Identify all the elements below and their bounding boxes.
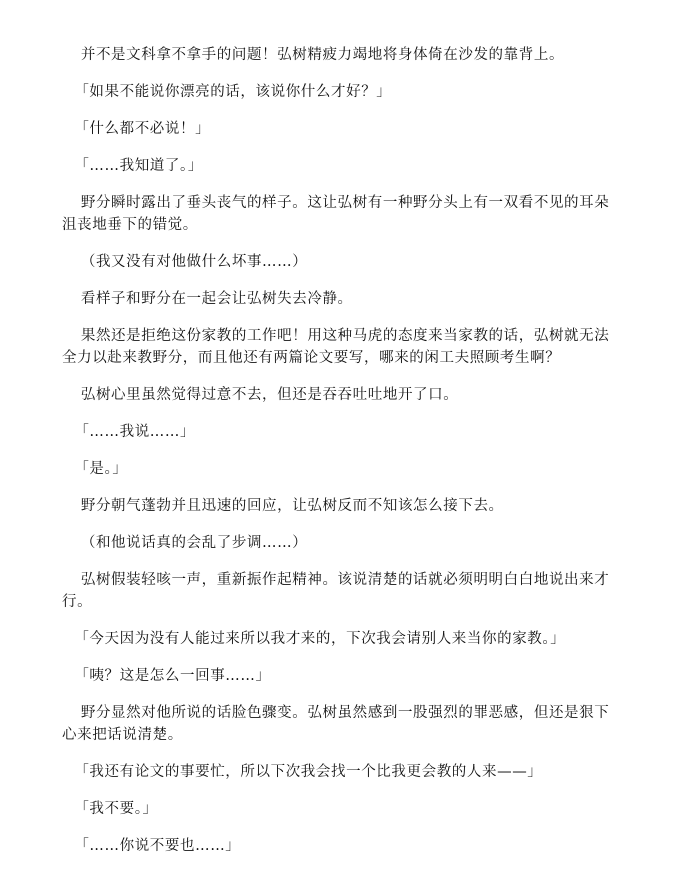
paragraph-quote: 「……我说……」 bbox=[74, 424, 196, 440]
paragraph-quote: 「是。」 bbox=[74, 461, 128, 477]
paragraph-narration: 弘树心里虽然觉得过意不去，但还是吞吞吐吐地开了口。 bbox=[80, 387, 459, 403]
paragraph-quote: 「咦？这是怎么一回事……」 bbox=[74, 668, 271, 684]
paragraph-quote: 「如果不能说你漂亮的话，该说你什么才好？」 bbox=[74, 84, 392, 100]
paragraph-quote: 「我还有论文的事要忙，所以下次我会找一个比我更会教的人来——」 bbox=[74, 764, 543, 780]
paragraph-quote: 「什么都不必说！」 bbox=[74, 121, 211, 137]
paragraph-quote: 「我不要。」 bbox=[74, 801, 158, 817]
paragraph-narration: 果然还是拒绝这份家教的工作吧！用这种马虎的态度来当家教的话，弘树就无法全力以赴来教野分，而且他还有两篇论文要写，哪来的闲工夫照顾考生啊？ bbox=[62, 328, 610, 366]
paragraph-narration: 看样子和野分在一起会让弘树失去冷静。 bbox=[80, 291, 353, 307]
paragraph-quote: 「……你说不要也……」 bbox=[74, 838, 241, 854]
paragraph-thought: （我又没有对他做什么坏事……） bbox=[80, 254, 308, 270]
paragraph-quote: 「……我知道了。」 bbox=[74, 158, 203, 174]
paragraph-narration: 弘树假装轻咳一声，重新振作起精神。该说清楚的话就必须明明白白地说出来才行。 bbox=[62, 572, 610, 610]
paragraph-quote: 「今天因为没有人能过来所以我才来的，下次我会请别人来当你的家教。」 bbox=[74, 631, 566, 647]
paragraph-narration: 野分朝气蓬勃并且迅速的回应，让弘树反而不知该怎么接下去。 bbox=[80, 498, 504, 514]
paragraph-thought: （和他说话真的会乱了步调……） bbox=[80, 535, 308, 551]
paragraph-narration: 并不是文科拿不拿手的问题！弘树精疲力竭地将身体倚在沙发的靠背上。 bbox=[80, 47, 565, 63]
paragraph-narration: 野分瞬时露出了垂头丧气的样子。这让弘树有一种野分头上有一双看不见的耳朵沮丧地垂下的错觉。 bbox=[62, 195, 610, 233]
paragraph-narration: 野分显然对他所说的话脸色骤变。弘树虽然感到一股强烈的罪恶感，但还是狠下心来把话说清楚。 bbox=[62, 705, 610, 743]
